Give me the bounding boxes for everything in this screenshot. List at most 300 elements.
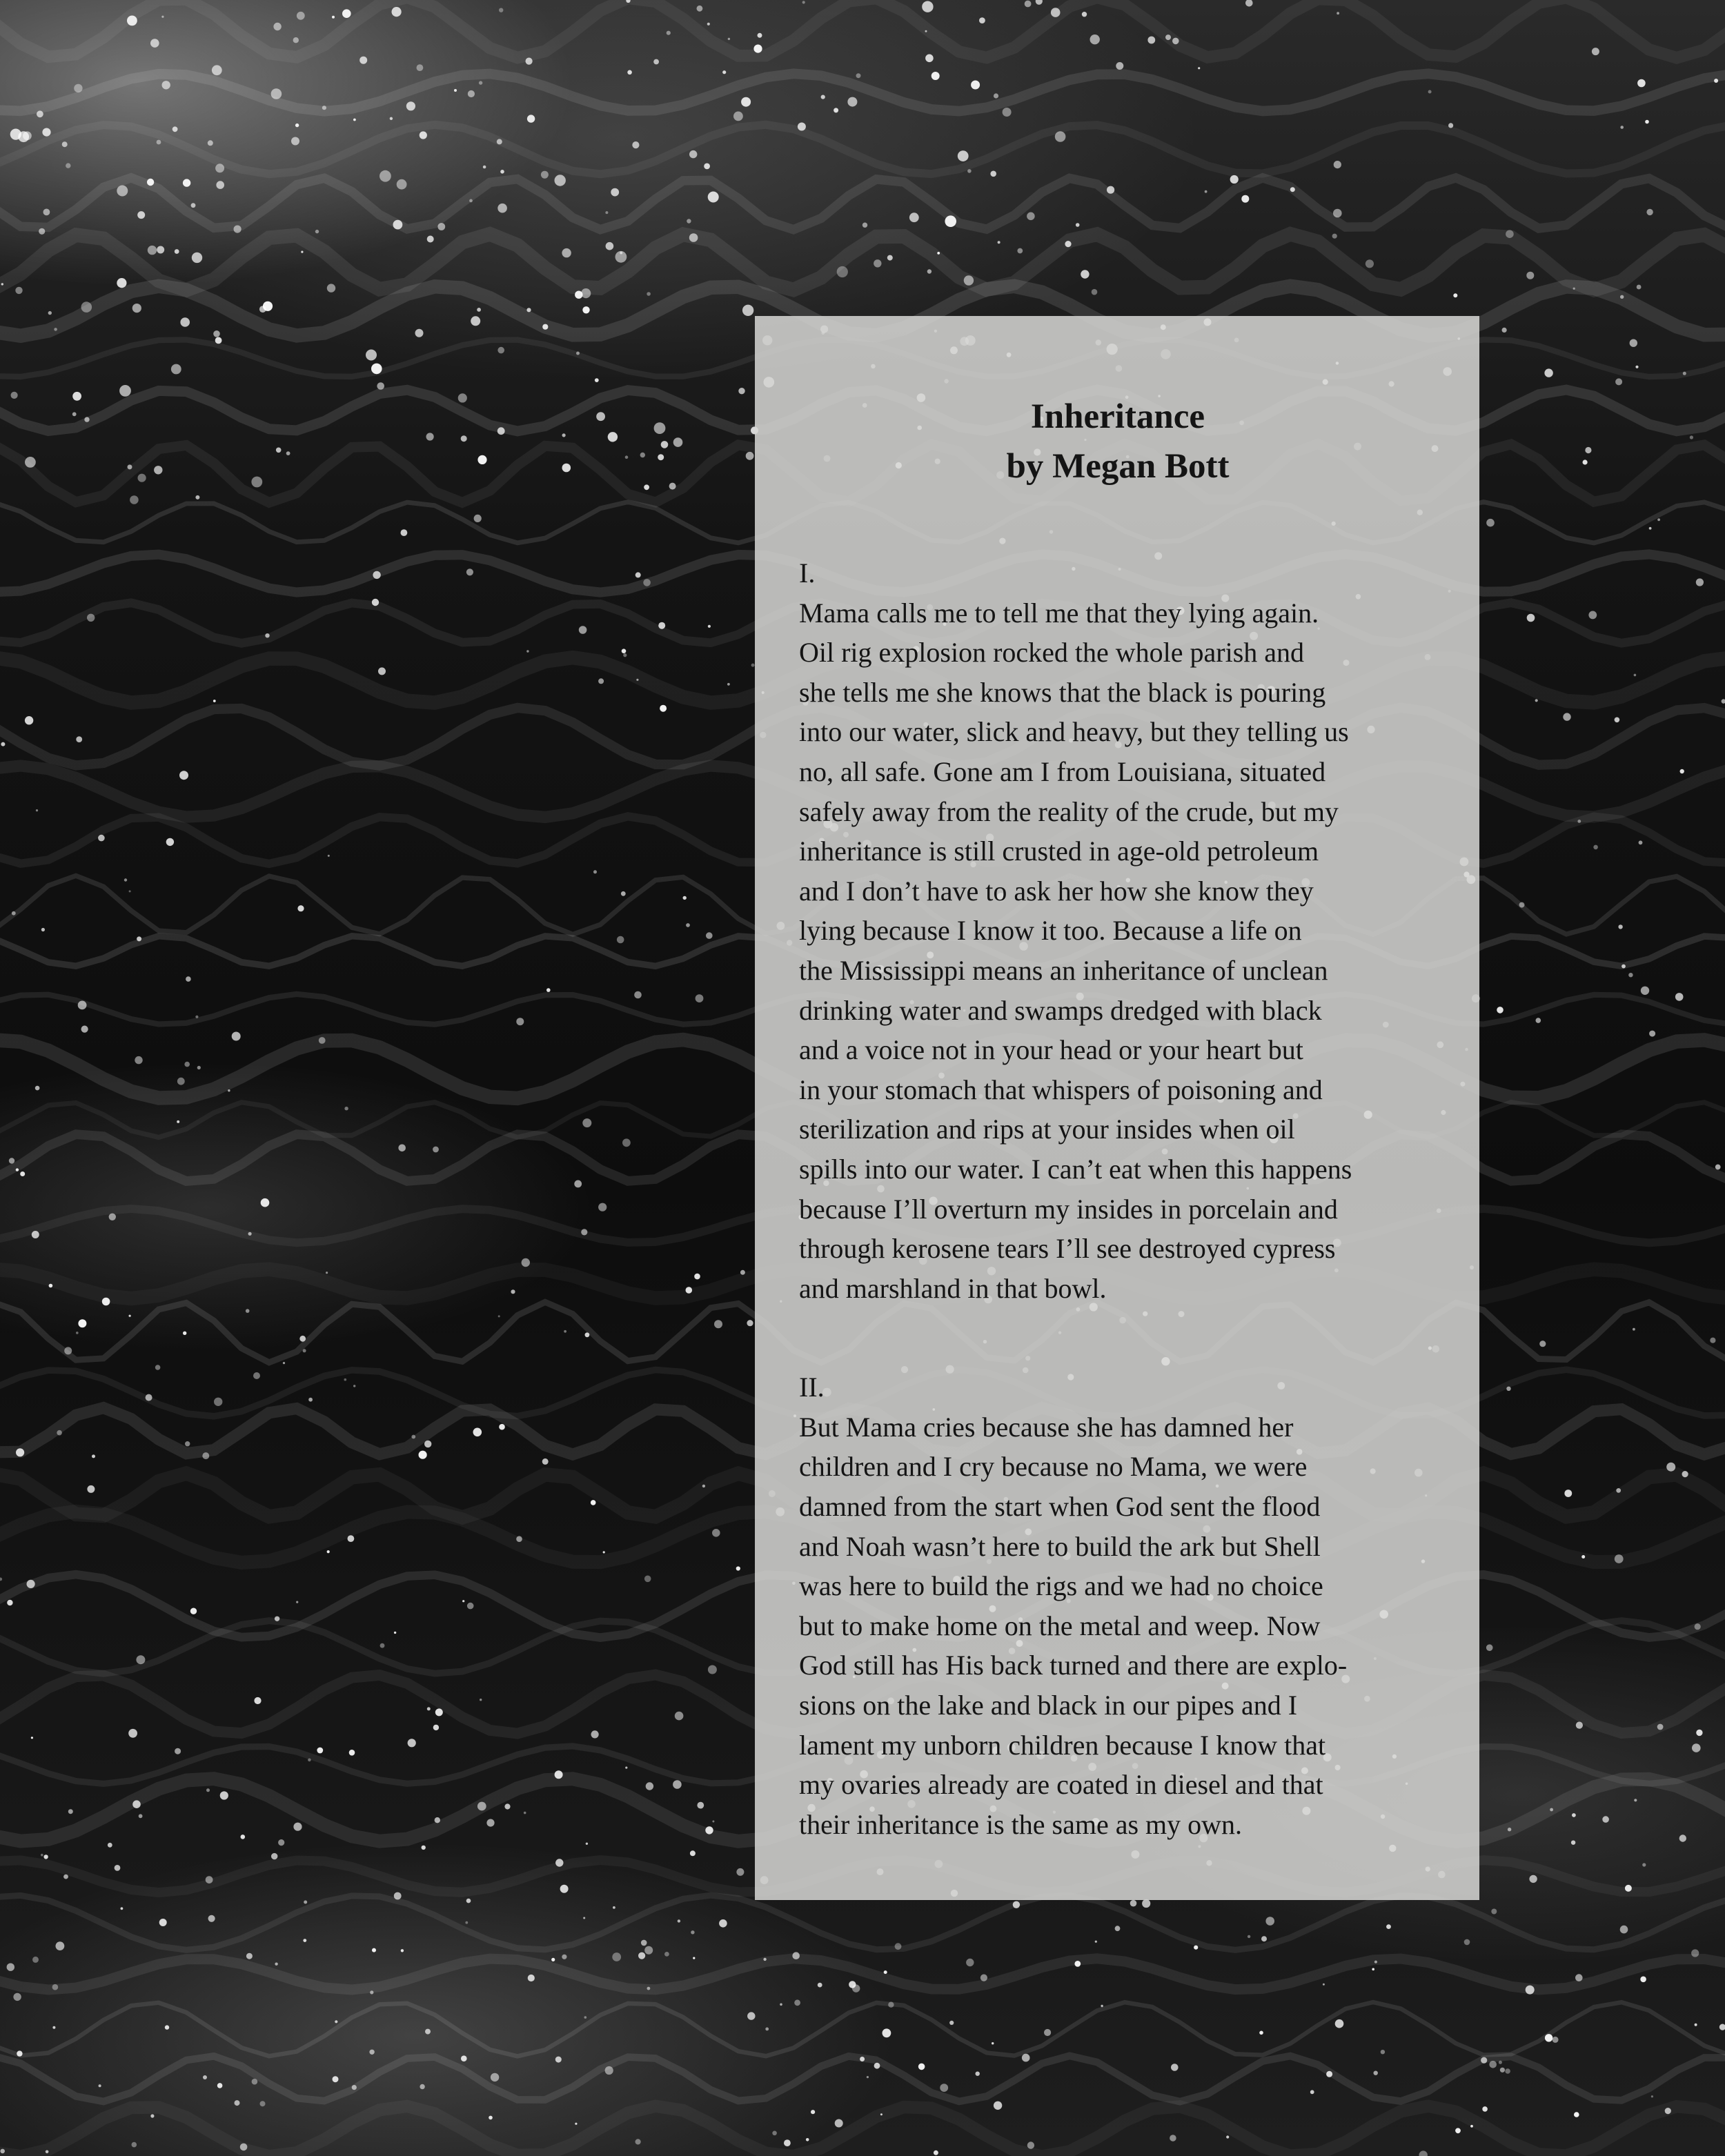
water-sparkle: [16, 1448, 24, 1456]
water-sparkle: [435, 1817, 440, 1823]
water-sparkle: [1710, 1338, 1715, 1343]
water-sparkle: [132, 2142, 137, 2148]
water-sparkle: [1147, 37, 1155, 44]
water-sparkle: [1628, 973, 1633, 977]
water-sparkle: [1374, 2071, 1378, 2075]
water-sparkle: [132, 1800, 141, 1808]
water-sparkle: [1366, 259, 1374, 268]
water-sparkle: [1527, 614, 1535, 622]
poem-line: no, all safe. Gone am I from Louisiana, situated: [799, 755, 1326, 787]
water-sparkle: [880, 2113, 883, 2115]
water-sparkle: [74, 84, 82, 92]
water-sparkle: [41, 1854, 43, 1857]
water-sparkle: [427, 236, 434, 243]
water-sparkle: [139, 1814, 143, 1818]
water-sparkle: [213, 700, 216, 702]
water-sparkle: [635, 2139, 641, 2144]
water-sparkle: [465, 1921, 468, 1924]
water-sparkle: [1170, 2135, 1176, 2142]
water-sparkle: [301, 251, 303, 253]
water-sparkle: [1657, 1724, 1664, 1730]
water-sparkle: [128, 1729, 137, 1738]
water-sparkle: [1665, 2108, 1671, 2114]
water-sparkle: [474, 515, 482, 522]
water-sparkle: [1116, 62, 1123, 70]
water-sparkle: [192, 253, 202, 263]
water-sparkle: [87, 614, 95, 622]
water-sparkle: [7, 1600, 12, 1605]
water-sparkle: [1651, 2095, 1653, 2097]
section-text: [799, 1407, 1437, 1845]
water-sparkle: [1505, 2068, 1510, 2074]
water-sparkle: [1226, 2135, 1229, 2138]
water-sparkle: [417, 64, 424, 71]
water-sparkle: [740, 1270, 745, 1275]
water-sparkle: [736, 1566, 740, 1570]
water-sparkle: [157, 140, 161, 145]
water-sparkle: [41, 928, 45, 931]
water-sparkle: [1171, 2064, 1179, 2071]
water-sparkle: [1615, 718, 1620, 723]
water-sparkle: [546, 988, 551, 992]
water-sparkle: [461, 435, 467, 442]
water-sparkle: [1107, 186, 1114, 194]
water-sparkle: [798, 123, 806, 131]
water-sparkle: [958, 150, 969, 161]
water-sparkle: [1645, 120, 1649, 124]
water-sparkle: [1470, 2125, 1473, 2128]
water-sparkle: [1642, 1863, 1646, 1866]
water-sparkle: [591, 1730, 599, 1738]
water-sparkle: [658, 454, 664, 460]
water-sparkle: [437, 223, 445, 230]
water-ripple: [0, 2002, 1725, 2056]
water-sparkle: [303, 1349, 306, 1352]
water-sparkle: [707, 23, 710, 26]
water-sparkle: [542, 324, 548, 330]
water-sparkle: [369, 2050, 374, 2055]
poem-line: damned from the start when God sent the flood: [799, 1491, 1321, 1523]
water-sparkle: [593, 870, 597, 873]
water-sparkle: [625, 455, 629, 459]
water-sparkle: [634, 991, 642, 999]
water-sparkle: [551, 1958, 555, 1961]
water-sparkle: [802, 1, 805, 3]
water-sparkle: [1585, 447, 1591, 453]
water-sparkle: [647, 1987, 651, 1990]
poem-card: [755, 316, 1479, 1900]
water-sparkle: [1502, 328, 1507, 333]
water-sparkle: [1198, 67, 1200, 69]
water-sparkle: [466, 1899, 471, 1903]
water-ripple: [0, 2056, 1725, 2101]
water-sparkle: [1583, 459, 1588, 464]
water-sparkle: [555, 1770, 563, 1779]
water-sparkle: [317, 1748, 323, 1754]
water-sparkle: [638, 1952, 645, 1959]
water-sparkle: [497, 139, 502, 144]
water-sparkle: [622, 649, 627, 653]
water-sparkle: [81, 1026, 88, 1033]
water-sparkle: [175, 249, 179, 254]
water-sparkle: [273, 23, 281, 30]
water-sparkle: [806, 2138, 809, 2142]
water-sparkle: [483, 166, 486, 169]
water-sparkle: [524, 1812, 526, 1814]
water-sparkle: [155, 1365, 161, 1370]
water-sparkle: [598, 678, 604, 684]
water-sparkle: [78, 1319, 86, 1327]
water-sparkle: [415, 329, 424, 337]
water-sparkle: [909, 212, 919, 222]
water-sparkle: [333, 2076, 339, 2082]
water-sparkle: [1051, 8, 1061, 17]
water-sparkle: [1448, 123, 1453, 128]
water-sparkle: [1265, 1917, 1274, 1926]
water-sparkle: [1081, 270, 1089, 278]
water-sparkle: [271, 88, 282, 99]
water-sparkle: [1142, 1899, 1150, 1908]
water-sparkle: [1290, 187, 1295, 192]
water-sparkle: [654, 422, 666, 434]
water-sparkle: [992, 2042, 994, 2044]
water-sparkle: [15, 287, 22, 294]
water-sparkle: [1545, 2034, 1552, 2041]
water-sparkle: [686, 1287, 693, 1294]
poem-line: and a voice not in your head or your heart but: [799, 1034, 1303, 1066]
water-sparkle: [678, 1919, 680, 1922]
water-sparkle: [76, 1332, 79, 1334]
water-sparkle: [315, 230, 319, 233]
water-sparkle: [994, 2101, 1002, 2110]
water-sparkle: [183, 179, 190, 186]
water-sparkle: [0, 2149, 5, 2154]
poem-line: drinking water and swamps dredged with black: [799, 994, 1322, 1026]
poem-line: through kerosene tears I’ll see destroyed cypress: [799, 1233, 1336, 1265]
water-ripple: [0, 1959, 1725, 1990]
water-sparkle: [52, 1984, 59, 1990]
poem-line: and marshland in that bowl.: [799, 1272, 1107, 1304]
water-sparkle: [246, 1953, 253, 1959]
water-sparkle: [57, 1430, 62, 1436]
water-sparkle: [640, 453, 645, 457]
water-sparkle: [157, 246, 164, 254]
water-sparkle: [780, 2004, 782, 2006]
water-sparkle: [792, 1952, 800, 1959]
water-sparkle: [1675, 993, 1684, 1001]
water-sparkle: [166, 838, 174, 846]
water-sparkle: [353, 1385, 355, 1387]
water-sparkle: [327, 1550, 330, 1553]
water-sparkle: [293, 1823, 302, 1831]
water-sparkle: [560, 1885, 569, 1893]
water-sparkle: [925, 55, 934, 63]
water-sparkle: [596, 412, 605, 421]
water-sparkle: [874, 2063, 880, 2069]
water-sparkle: [574, 1180, 582, 1188]
water-sparkle: [1634, 674, 1637, 677]
water-sparkle: [1593, 845, 1598, 850]
water-sparkle: [20, 1171, 25, 1176]
water-sparkle: [197, 1066, 201, 1069]
water-sparkle: [136, 1655, 145, 1664]
water-sparkle: [689, 150, 697, 158]
water-sparkle: [1577, 820, 1581, 823]
water-sparkle: [658, 622, 665, 629]
water-sparkle: [49, 1284, 53, 1288]
water-sparkle: [1090, 34, 1100, 44]
water-sparkle: [1486, 1644, 1493, 1651]
water-sparkle: [694, 1274, 700, 1280]
water-sparkle: [248, 1232, 252, 1236]
water-sparkle: [636, 679, 638, 681]
water-sparkle: [1539, 1341, 1546, 1347]
water-sparkle: [64, 1347, 72, 1354]
water-sparkle: [234, 226, 241, 233]
water-sparkle: [581, 1229, 587, 1235]
poem-line: their inheritance is the same as my own.: [799, 1808, 1243, 1840]
water-sparkle: [499, 1424, 505, 1430]
water-sparkle: [497, 347, 504, 354]
water-sparkle: [964, 275, 974, 285]
water-sparkle: [1620, 126, 1624, 129]
water-sparkle: [191, 203, 196, 208]
water-sparkle: [562, 433, 566, 437]
water-sparkle: [632, 141, 639, 148]
water-sparkle: [696, 994, 704, 1002]
water-sparkle: [653, 59, 659, 65]
water-sparkle: [276, 448, 282, 453]
water-sparkle: [63, 1875, 68, 1879]
water-sparkle: [581, 288, 591, 298]
water-sparkle: [433, 1147, 439, 1153]
water-sparkle: [1115, 1926, 1121, 1931]
poem-line: was here to build the rigs and we had no choice: [799, 1570, 1323, 1602]
water-sparkle: [722, 70, 726, 74]
water-sparkle: [1690, 435, 1693, 439]
water-sparkle: [371, 364, 382, 375]
water-sparkle: [159, 1919, 167, 1926]
water-sparkle: [794, 1999, 800, 2006]
water-sparkle: [883, 2028, 891, 2037]
water-sparkle: [498, 1315, 500, 1317]
water-sparkle: [998, 241, 1000, 244]
water-sparkle: [31, 1737, 33, 1739]
water-sparkle: [326, 1272, 328, 1274]
water-sparkle: [372, 1948, 376, 1952]
water-sparkle: [401, 529, 408, 536]
poem-line: but to make home on the metal and weep. Now: [799, 1610, 1321, 1641]
water-ripple: [0, 74, 1725, 111]
water-sparkle: [66, 163, 70, 168]
water-sparkle: [1333, 209, 1342, 218]
water-sparkle: [1248, 1935, 1250, 1938]
section-text: [799, 593, 1437, 1309]
water-sparkle: [213, 330, 220, 337]
poem-line: sions on the lake and black in our pipes and I: [799, 1690, 1298, 1721]
water-sparkle: [736, 1868, 744, 1876]
water-sparkle: [468, 90, 475, 97]
water-sparkle: [214, 1398, 222, 1406]
poem-line: God still has His back turned and there are explo-: [799, 1650, 1348, 1681]
water-sparkle: [945, 215, 956, 227]
water-sparkle: [1076, 223, 1080, 227]
water-sparkle: [1003, 108, 1012, 117]
water-sparkle: [937, 252, 940, 255]
water-sparkle: [54, 328, 57, 331]
water-sparkle: [772, 2131, 777, 2136]
water-sparkle: [208, 1915, 215, 1922]
water-sparkle: [477, 455, 486, 464]
water-sparkle: [1386, 1924, 1391, 1929]
water-ripple: [0, 2106, 1725, 2156]
water-sparkle: [377, 382, 384, 390]
water-sparkle: [862, 223, 867, 228]
water-sparkle: [612, 1952, 621, 1961]
water-sparkle: [1616, 1488, 1621, 1493]
water-sparkle: [611, 188, 619, 197]
water-sparkle: [697, 1802, 704, 1809]
water-sparkle: [644, 1576, 651, 1583]
poem-line: because I’ll overturn my insides in porcelain and: [799, 1193, 1338, 1225]
water-sparkle: [888, 2002, 894, 2008]
water-sparkle: [232, 1032, 241, 1041]
water-sparkle: [296, 1601, 298, 1603]
water-sparkle: [1506, 230, 1514, 238]
water-sparkle: [32, 1957, 39, 1963]
water-sparkle: [708, 625, 711, 628]
water-sparkle: [380, 1643, 385, 1648]
water-sparkle: [526, 650, 529, 652]
water-sparkle: [1602, 1816, 1609, 1823]
poem-section-1: [799, 553, 1437, 1308]
water-sparkle: [541, 171, 549, 179]
water-sparkle: [466, 568, 473, 575]
water-sparkle: [228, 1089, 230, 1091]
water-sparkle: [259, 306, 266, 313]
water-sparkle: [76, 736, 82, 742]
water-sparkle: [137, 211, 145, 219]
water-sparkle: [109, 1214, 116, 1220]
water-sparkle: [1714, 79, 1718, 83]
water-sparkle: [660, 705, 667, 712]
poem-line: in your stomach that whispers of poisoning and: [799, 1074, 1323, 1105]
water-sparkle: [275, 1963, 277, 1966]
water-sparkle: [171, 364, 181, 375]
poem-line: sterilization and rips at your insides when oil: [799, 1114, 1295, 1145]
water-sparkle: [479, 81, 482, 84]
water-sparkle: [254, 1697, 261, 1704]
water-sparkle: [62, 141, 68, 147]
water-sparkle: [1696, 1730, 1702, 1736]
water-sparkle: [1620, 295, 1624, 299]
water-sparkle: [504, 1803, 510, 1809]
water-sparkle: [372, 599, 379, 606]
water-sparkle: [1573, 288, 1575, 290]
water-sparkle: [1205, 190, 1208, 193]
water-sparkle: [379, 170, 391, 182]
water-sparkle: [265, 633, 269, 637]
water-sparkle: [837, 266, 848, 277]
water-sparkle: [253, 1372, 260, 1379]
water-sparkle: [1332, 234, 1337, 239]
water-sparkle: [1241, 195, 1249, 203]
water-sparkle: [847, 97, 857, 107]
water-sparkle: [408, 1739, 416, 1747]
poem-title: Inheritance: [1030, 397, 1205, 436]
water-sparkle: [72, 392, 81, 401]
poem-line: spills into our water. I can’t eat when this happens: [799, 1153, 1352, 1185]
water-sparkle: [835, 2119, 843, 2128]
water-sparkle: [1519, 902, 1525, 908]
poem-line: into our water, slick and heavy, but they telling us: [799, 716, 1349, 748]
water-sparkle: [706, 932, 713, 939]
water-sparkle: [1695, 1623, 1701, 1630]
water-sparkle: [784, 2139, 791, 2146]
water-sparkle: [398, 1145, 406, 1152]
water-sparkle: [9, 1158, 14, 1163]
water-sparkle: [150, 39, 159, 48]
water-sparkle: [185, 1441, 190, 1446]
water-sparkle: [42, 128, 50, 137]
water-sparkle: [127, 16, 137, 26]
water-sparkle: [693, 1957, 695, 1959]
water-sparkle: [738, 388, 745, 394]
water-sparkle: [712, 1821, 714, 1823]
poem-line: Oil rig explosion rocked the whole parish and: [799, 637, 1305, 669]
water-sparkle: [555, 2057, 562, 2063]
water-sparkle: [241, 1834, 246, 1839]
water-sparkle: [874, 259, 881, 267]
water-sparkle: [1482, 2106, 1488, 2112]
water-sparkle: [528, 1975, 535, 1981]
water-sparkle: [17, 2050, 22, 2056]
water-sparkle: [979, 17, 985, 23]
water-sparkle: [43, 1855, 48, 1859]
water-sparkle: [353, 119, 356, 121]
water-sparkle: [154, 466, 162, 474]
water-sparkle: [1455, 2128, 1461, 2133]
water-sparkle: [675, 1712, 684, 1721]
water-sparkle: [949, 2021, 954, 2025]
water-sparkle: [148, 246, 157, 255]
water-sparkle: [117, 186, 128, 197]
water-sparkle: [980, 1975, 987, 1981]
water-sparkle: [1592, 48, 1599, 55]
water-sparkle: [184, 1062, 190, 1067]
water-sparkle: [190, 1608, 197, 1614]
water-sparkle: [435, 1708, 443, 1716]
water-sparkle: [746, 452, 754, 460]
water-sparkle: [712, 1529, 720, 1537]
water-sparkle: [1245, 0, 1253, 7]
water-sparkle: [297, 905, 304, 911]
water-sparkle: [1719, 2024, 1725, 2030]
water-sparkle: [1055, 131, 1066, 142]
water-sparkle: [1637, 79, 1646, 88]
water-sparkle: [121, 1907, 124, 1910]
water-sparkle: [931, 72, 940, 80]
water-sparkle: [1715, 1165, 1721, 1170]
water-sparkle: [260, 2101, 266, 2106]
water-sparkle: [150, 2114, 154, 2117]
water-sparkle: [625, 1767, 627, 1769]
water-sparkle: [217, 2083, 223, 2088]
water-sparkle: [562, 248, 571, 257]
water-sparkle: [811, 2110, 815, 2114]
water-sparkle: [1095, 1941, 1097, 1943]
water-sparkle: [308, 1398, 313, 1402]
